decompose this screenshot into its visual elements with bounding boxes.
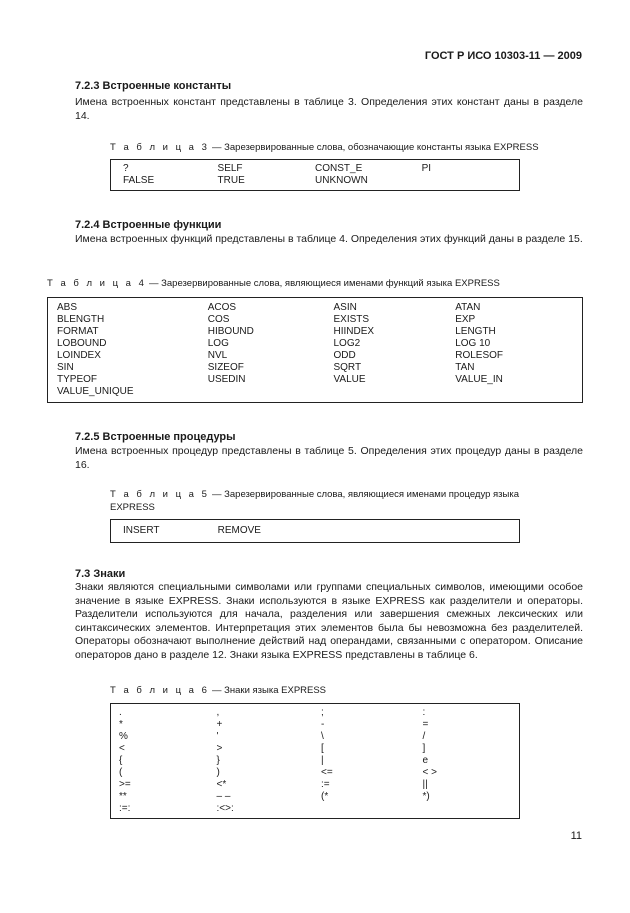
section-heading-7-2-5: 7.2.5 Встроенные процедуры [75,431,236,443]
table-cell: SIZEOF [207,362,244,373]
table-3-caption: Т а б л и ц а 3 — Зарезервированные слова, обозначающие константы языка EXPRESS [110,142,539,153]
table-cell: LOBOUND [57,338,107,349]
table-row [111,175,520,191]
table-cell: * [119,719,123,730]
table-cell: LENGTH [455,326,496,337]
section-heading-7-2-4: 7.2.4 Встроенные функции [75,219,222,231]
table-cell: EXISTS [333,314,370,325]
table-cell: INSERT [123,525,160,536]
table-row [111,520,520,543]
table-row [48,326,583,338]
table-4 [47,297,583,403]
table-cell [423,803,520,819]
table-cell [208,386,334,403]
table-cell: : [422,707,426,718]
table-cell: ( [119,767,123,778]
table-cell: ? [123,163,129,174]
table-cell: ODD [333,350,356,361]
section-text-7-2-5: Имена встроенных процедур представлены в таблице 5. Определения этих процедур даны в разделе 16. [75,445,583,471]
table-cell: ] [422,743,426,754]
table-cell: REMOVE [217,525,261,536]
table-cell [321,803,422,819]
table-cell: := [321,779,330,790]
table-row [48,350,583,362]
table-4-caption: Т а б л и ц а 4 — Зарезервированные слова, являющиеся именами функций языка EXPRESS [47,278,500,289]
table-row [111,719,520,731]
table-cell: BLENGTH [57,314,105,325]
table-cell: ASIN [333,302,357,313]
table-cell [455,386,582,403]
table-5-caption: Т а б л и ц а 5 — Зарезервированные слова, являющиеся именами процедур языка EXPRESS [110,489,519,513]
table-cell: > [216,743,223,754]
table-cell: (* [321,791,329,802]
table-row [48,298,583,315]
table-cell: TRUE [217,175,245,186]
table-cell: VALUE_UNIQUE [57,386,134,397]
table-row [111,704,520,720]
table-cell: LOG [207,338,229,349]
table-cell: :=: [119,803,131,814]
table-cell: [ [321,743,324,754]
table-cell: \ [321,731,324,742]
table-cell: >= [119,779,131,790]
table-cell: LOG 10 [455,338,491,349]
table-cell: SELF [217,163,243,174]
table-row [48,386,583,403]
table-cell: LOINDEX [57,350,101,361]
table-cell: NVL [207,350,228,361]
table-cell: } [216,755,220,766]
table-5 [110,519,520,543]
table-cell: USEDIN [207,374,246,385]
table-cell: :<>: [216,803,234,814]
table-cell: – – [216,791,231,802]
table-cell: <= [321,767,333,778]
table-cell: e [422,755,429,766]
table-row [111,767,520,779]
table-cell: / [422,731,426,742]
table-3 [110,159,520,191]
table-cell: ; [321,707,324,718]
table-cell: VALUE_IN [455,374,503,385]
table-row [111,791,520,803]
section-text-7-2-4: Имена встроенных функций представлены в таблице 4. Определения этих функций даны в разделе 15. [75,233,583,245]
table-row [48,314,583,326]
table-cell: < > [422,767,437,778]
table-cell: { [119,755,123,766]
table-cell: ROLESOF [455,350,504,361]
table-cell: - [321,719,325,730]
page-number: 11 [570,830,582,842]
table-cell: PI [421,163,432,174]
table-cell: || [422,779,428,790]
table-row [111,779,520,791]
table-cell: ABS [57,302,78,313]
table-cell: + [216,719,223,730]
table-cell: HIINDEX [333,326,375,337]
table-row [48,362,583,374]
table-cell: VALUE [333,374,366,385]
section-text-7-3: Знаки являются специальными символами или группами специальных символов, имеющими особое значение в языке EXPRESS. Знаки используются в языке EXPRESS как разделители и операторы. Разделители используются для начала, разделения или завершения смежных лексических или синтаксических элементов. Интерпретация этих элементов была бы невозможна без разделителей. Операторы обозначают выполнение действий над операндами, связанными с оператором. Описание операторов дано в разделе 12. Знаки языка EXPRESS представлены в таблице 6. [75,581,583,661]
table-cell: < [119,743,125,754]
table-cell: CONST_E [315,163,363,174]
table-cell: HIBOUND [207,326,254,337]
page-header: ГОСТ Р ИСО 10303-11 — 2009 [424,50,582,62]
table-cell: LOG2 [333,338,361,349]
table-cell: FORMAT [57,326,99,337]
table-cell: . [119,707,122,718]
table-row [111,803,520,819]
table-row [111,731,520,743]
table-cell: *) [422,791,430,802]
table-cell: TAN [455,362,475,373]
table-cell: UNKNOWN [315,175,368,186]
table-cell: ATAN [455,302,481,313]
table-cell: ) [216,767,220,778]
table-6-caption: Т а б л и ц а 6 — Знаки языка EXPRESS [110,685,327,696]
table-cell [422,175,520,191]
section-text-7-2-3: Имена встроенных констант представлены в таблице 3. Определения этих констант даны в разделе 14. [75,96,583,122]
table-cell: , [216,707,220,718]
table-cell: % [119,731,128,742]
table-cell: SIN [57,362,74,373]
table-row [48,374,583,386]
section-heading-7-2-3: 7.2.3 Встроенные константы [75,80,232,92]
table-cell: TYPEOF [57,374,98,385]
table-row [111,755,520,767]
table-cell: ACOS [207,302,237,313]
table-cell: SQRT [333,362,362,373]
table-cell: ** [119,791,127,802]
table-cell: COS [207,314,230,325]
table-cell: <* [216,779,227,790]
table-cell: | [321,755,324,766]
table-row [48,338,583,350]
table-cell: EXP [455,314,476,325]
table-row [111,160,520,176]
table-6 [110,703,520,819]
table-row [111,743,520,755]
table-cell: = [422,719,429,730]
table-cell: ' [216,731,219,742]
section-heading-7-3: 7.3 Знаки [75,568,126,580]
table-cell: FALSE [123,175,155,186]
table-cell [333,386,455,403]
